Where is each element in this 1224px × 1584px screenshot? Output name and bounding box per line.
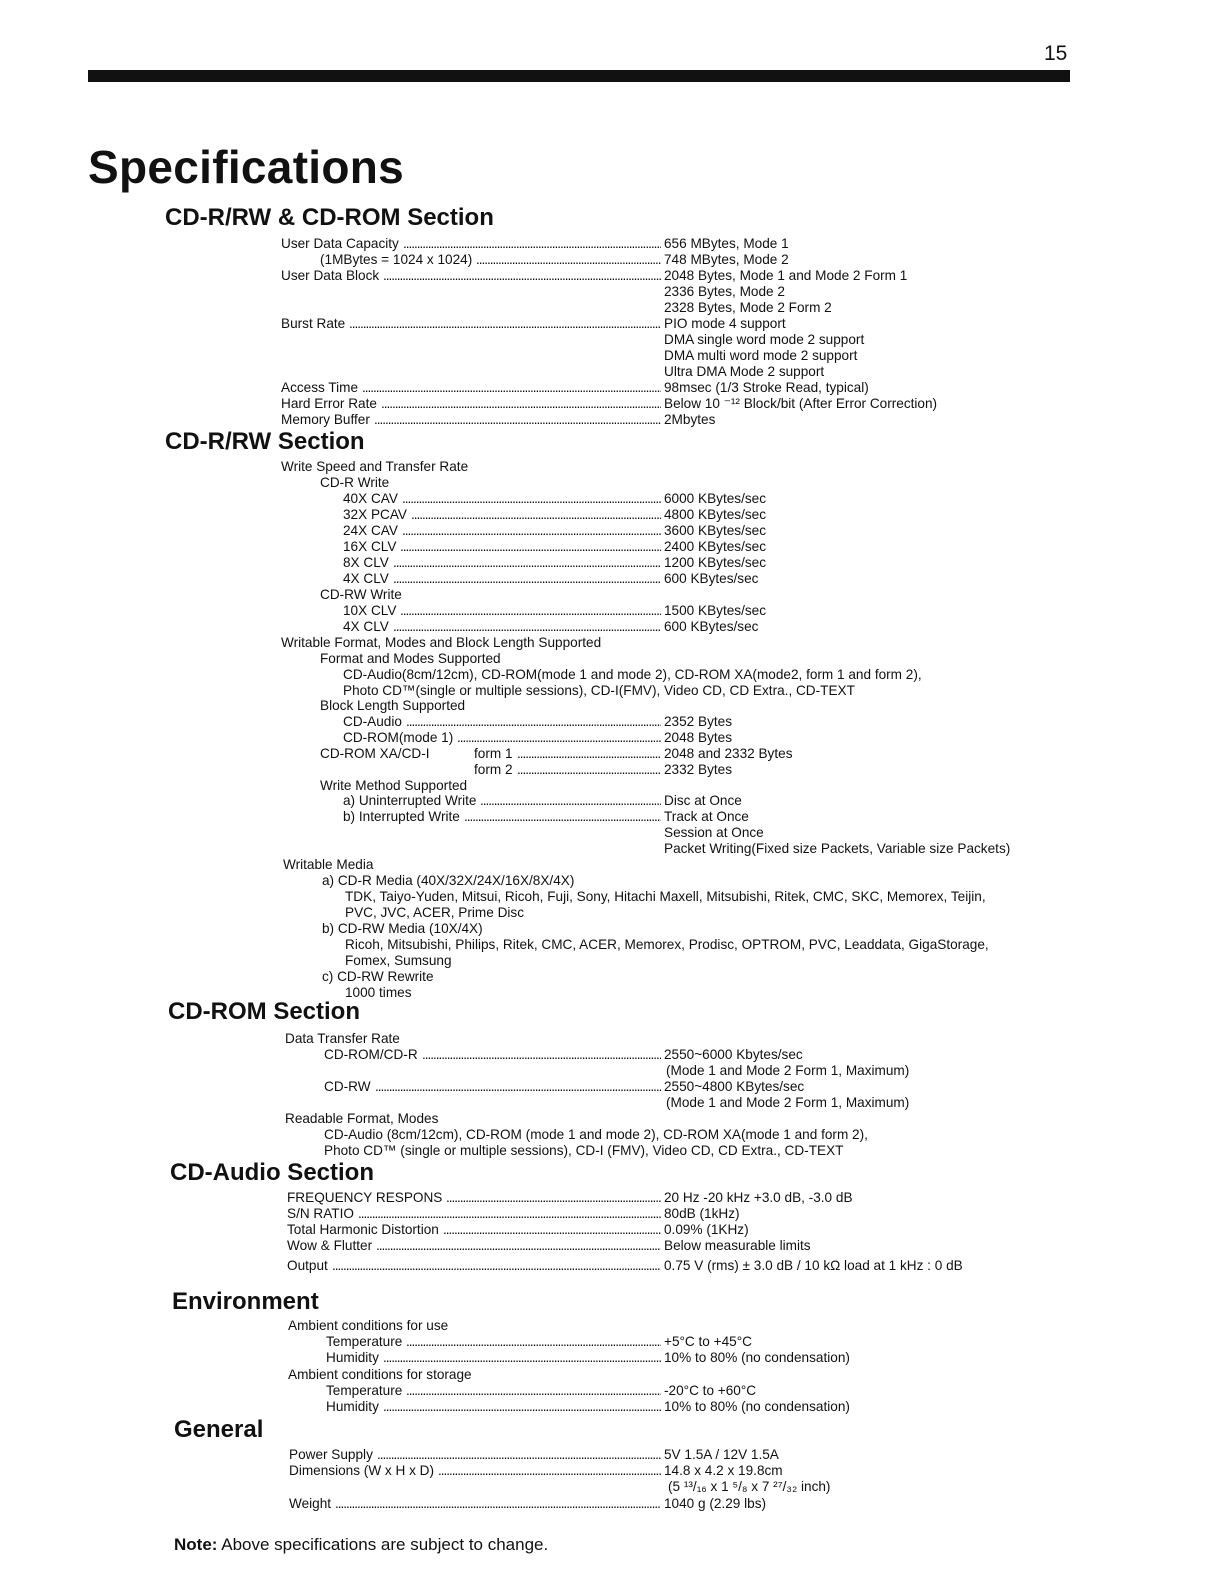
spec-label: Data Transfer Rate xyxy=(285,1031,400,1046)
spec-label: CD-ROM XA/CD-I xyxy=(320,746,430,761)
spec-value: 2048 Bytes xyxy=(664,730,733,745)
spec-value: 748 MBytes, Mode 2 xyxy=(664,252,789,267)
spec-label: CD-Audio (8cm/12cm), CD-ROM (mode 1 and mode 2), CD-ROM XA(mode 1 and form 2), xyxy=(324,1127,868,1142)
spec-label: 4X CLV xyxy=(343,571,389,586)
spec-value: 2550~6000 Kbytes/sec xyxy=(664,1047,803,1062)
spec-value: 600 KBytes/sec xyxy=(664,619,759,634)
spec-value: 6000 KBytes/sec xyxy=(664,491,767,506)
spec-value: 600 KBytes/sec xyxy=(664,571,759,586)
spec-label: Write Method Supported xyxy=(320,778,468,793)
page-title: Specifications xyxy=(88,141,405,193)
spec-value: 2400 KBytes/sec xyxy=(664,539,767,554)
spec-value: Below measurable limits xyxy=(664,1238,811,1253)
spec-label: Ambient conditions for use xyxy=(288,1318,449,1333)
spec-label: Humidity xyxy=(326,1350,379,1365)
dot-leader xyxy=(406,1383,661,1399)
spec-value: DMA multi word mode 2 support xyxy=(664,348,858,363)
spec-value: 2332 Bytes xyxy=(664,762,733,777)
spec-label: CD-RW Write xyxy=(320,587,402,602)
spec-label: CD-RW xyxy=(324,1079,371,1094)
spec-label: Writable Media xyxy=(283,857,374,872)
dot-leader xyxy=(443,1222,661,1238)
dot-leader xyxy=(400,603,661,619)
spec-label: Access Time xyxy=(281,380,359,395)
spec-value: 0.09% (1KHz) xyxy=(664,1222,749,1237)
spec-label: form 2 xyxy=(474,762,513,777)
spec-value: (5 ¹³/₁₆ x 1 ⁵/₈ x 7 ²⁷/₃₂ inch) xyxy=(668,1479,831,1494)
spec-label: Weight xyxy=(289,1496,332,1511)
spec-label: Power Supply xyxy=(289,1447,373,1462)
spec-label: 4X CLV xyxy=(343,619,389,634)
spec-value: 2Mbytes xyxy=(664,412,716,427)
spec-label: Format and Modes Supported xyxy=(320,651,501,666)
spec-value: 14.8 x 4.2 x 19.8cm xyxy=(664,1463,783,1478)
dot-leader xyxy=(480,793,661,809)
spec-label: User Data Capacity xyxy=(281,236,399,251)
spec-value: 1500 KBytes/sec xyxy=(664,603,767,618)
spec-label: Photo CD™(single or multiple sessions), CD-I(FMV), Video CD, CD Extra., CD-TEXT xyxy=(343,683,855,698)
header-rule xyxy=(88,70,1070,82)
spec-value: +5°C to +45°C xyxy=(664,1334,752,1349)
spec-value: 0.75 V (rms) ± 3.0 dB / 10 kΩ load at 1 kHz : 0 dB xyxy=(664,1258,963,1273)
section-heading: CD-ROM Section xyxy=(168,998,360,1025)
spec-label: Humidity xyxy=(326,1399,379,1414)
spec-value: 656 MBytes, Mode 1 xyxy=(664,236,789,251)
spec-label: 16X CLV xyxy=(343,539,397,554)
spec-value: 3600 KBytes/sec xyxy=(664,523,767,538)
spec-label: 24X CAV xyxy=(343,523,398,538)
spec-label: Ambient conditions for storage xyxy=(288,1367,472,1382)
dot-leader xyxy=(381,396,661,412)
spec-label: Output xyxy=(287,1258,328,1273)
spec-value: 20 Hz -20 kHz +3.0 dB, -3.0 dB xyxy=(664,1190,853,1205)
dot-leader xyxy=(374,412,661,428)
dot-leader xyxy=(406,1334,661,1350)
spec-label: Wow & Flutter xyxy=(287,1238,373,1253)
spec-label: 8X CLV xyxy=(343,555,389,570)
section-heading: Environment xyxy=(172,1288,319,1315)
spec-label: User Data Block xyxy=(281,268,380,283)
dot-leader xyxy=(464,809,661,825)
note-label: Note: xyxy=(174,1535,218,1554)
spec-label: Hard Error Rate xyxy=(281,396,377,411)
spec-value: Below 10 ⁻¹² Block/bit (After Error Correction) xyxy=(664,396,938,411)
dot-leader xyxy=(377,1447,661,1463)
spec-label: PVC, JVC, ACER, Prime Disc xyxy=(345,905,525,920)
dot-leader xyxy=(400,539,661,555)
spec-label: 10X CLV xyxy=(343,603,397,618)
spec-value: (Mode 1 and Mode 2 Form 1, Maximum) xyxy=(666,1095,910,1110)
section-heading: CD-R/RW Section xyxy=(165,428,365,455)
spec-label: CD-ROM/CD-R xyxy=(324,1047,418,1062)
spec-value: 1200 KBytes/sec xyxy=(664,555,767,570)
spec-label: c) CD-RW Rewrite xyxy=(322,969,434,984)
spec-label: b) CD-RW Media (10X/4X) xyxy=(322,921,483,936)
spec-value: PIO mode 4 support xyxy=(664,316,786,331)
spec-value: 10% to 80% (no condensation) xyxy=(664,1399,850,1414)
spec-value: 2328 Bytes, Mode 2 Form 2 xyxy=(664,300,832,315)
dot-leader xyxy=(393,619,661,635)
spec-value: Ultra DMA Mode 2 support xyxy=(664,364,825,379)
spec-label: Temperature xyxy=(326,1383,403,1398)
spec-value: DMA single word mode 2 support xyxy=(664,332,865,347)
spec-label: Photo CD™ (single or multiple sessions), CD-I (FMV), Video CD, CD Extra., CD-TEXT xyxy=(324,1143,844,1158)
spec-label: Fomex, Sumsung xyxy=(345,953,452,968)
spec-label: Write Speed and Transfer Rate xyxy=(281,459,469,474)
spec-label: 40X CAV xyxy=(343,491,398,506)
spec-value: Session at Once xyxy=(664,825,764,840)
spec-label: Total Harmonic Distortion xyxy=(287,1222,439,1237)
spec-value: 10% to 80% (no condensation) xyxy=(664,1350,850,1365)
dot-leader xyxy=(335,1496,661,1512)
spec-value: Packet Writing(Fixed size Packets, Variable size Packets) xyxy=(664,841,1011,856)
spec-value: 2550~4800 KBytes/sec xyxy=(664,1079,805,1094)
dot-leader xyxy=(375,1079,661,1095)
spec-value: -20°C to +60°C xyxy=(664,1383,757,1398)
note-text: Above specifications are subject to change. xyxy=(217,1535,549,1554)
dot-leader xyxy=(358,1206,661,1222)
spec-value: 2352 Bytes xyxy=(664,714,733,729)
dot-leader xyxy=(403,236,661,252)
spec-label: S/N RATIO xyxy=(287,1206,354,1221)
note xyxy=(174,1535,548,1555)
spec-label: a) Uninterrupted Write xyxy=(343,793,477,808)
spec-value: 1040 g (2.29 lbs) xyxy=(664,1496,767,1511)
spec-label: CD-R Write xyxy=(320,475,390,490)
spec-label: Dimensions (W x H x D) xyxy=(289,1463,435,1478)
spec-label: a) CD-R Media (40X/32X/24X/16X/8X/4X) xyxy=(322,873,575,888)
spec-value: 80dB (1kHz) xyxy=(664,1206,740,1221)
dot-leader xyxy=(411,507,661,523)
spec-label: Memory Buffer xyxy=(281,412,370,427)
spec-label: TDK, Taiyo-Yuden, Mitsui, Ricoh, Fuji, Sony, Hitachi Maxell, Mitsubishi, Ritek, CMC, SKC, Memorex, Teijin, xyxy=(345,889,986,904)
spec-label: Burst Rate xyxy=(281,316,346,331)
dot-leader xyxy=(402,491,661,507)
dot-leader xyxy=(376,1238,661,1254)
spec-label: Temperature xyxy=(326,1334,403,1349)
spec-value: 5V 1.5A / 12V 1.5A xyxy=(664,1447,779,1462)
dot-leader xyxy=(517,746,661,762)
spec-label: (1MBytes = 1024 x 1024) xyxy=(320,252,473,267)
spec-value: Track at Once xyxy=(664,809,749,824)
spec-value: (Mode 1 and Mode 2 Form 1, Maximum) xyxy=(666,1063,910,1078)
dot-leader xyxy=(457,730,661,746)
spec-label: FREQUENCY RESPONS xyxy=(287,1190,443,1205)
page-number: 15 xyxy=(1044,42,1068,65)
spec-label: CD-Audio(8cm/12cm), CD-ROM(mode 1 and mode 2), CD-ROM XA(mode2, form 1 and form 2), xyxy=(343,667,922,682)
spec-value: 2048 Bytes, Mode 1 and Mode 2 Form 1 xyxy=(664,268,908,283)
dot-leader xyxy=(332,1258,661,1274)
spec-label: Writable Format, Modes and Block Length Supported xyxy=(281,635,602,650)
spec-label: 1000 times xyxy=(345,985,412,1000)
spec-label: CD-Audio xyxy=(343,714,402,729)
spec-label: Block Length Supported xyxy=(320,698,466,713)
section-heading: CD-R/RW & CD-ROM Section xyxy=(165,204,494,231)
spec-value: 2336 Bytes, Mode 2 xyxy=(664,284,785,299)
dot-leader xyxy=(383,1399,661,1415)
dot-leader xyxy=(362,380,661,396)
dot-leader xyxy=(406,714,661,730)
spec-label: Ricoh, Mitsubishi, Philips, Ritek, CMC, ACER, Memorex, Prodisc, OPTROM, PVC, Leaddata, GigaStorage, xyxy=(345,937,989,952)
dot-leader xyxy=(383,268,661,284)
dot-leader xyxy=(438,1463,661,1479)
dot-leader xyxy=(422,1047,661,1063)
dot-leader xyxy=(383,1350,661,1366)
spec-label: b) Interrupted Write xyxy=(343,809,460,824)
dot-leader xyxy=(393,571,661,587)
spec-value: Disc at Once xyxy=(664,793,742,808)
dot-leader xyxy=(393,555,661,571)
spec-value: 98msec (1/3 Stroke Read, typical) xyxy=(664,380,869,395)
spec-label: Readable Format, Modes xyxy=(285,1111,439,1126)
dot-leader xyxy=(402,523,661,539)
dot-leader xyxy=(446,1190,661,1206)
spec-label: CD-ROM(mode 1) xyxy=(343,730,454,745)
dot-leader xyxy=(517,762,661,778)
spec-value: 4800 KBytes/sec xyxy=(664,507,767,522)
spec-label: form 1 xyxy=(474,746,513,761)
spec-label: 32X PCAV xyxy=(343,507,407,522)
dot-leader xyxy=(476,252,661,268)
spec-value: 2048 and 2332 Bytes xyxy=(664,746,793,761)
section-heading: General xyxy=(174,1416,264,1443)
section-heading: CD-Audio Section xyxy=(170,1159,374,1186)
dot-leader xyxy=(349,316,661,332)
